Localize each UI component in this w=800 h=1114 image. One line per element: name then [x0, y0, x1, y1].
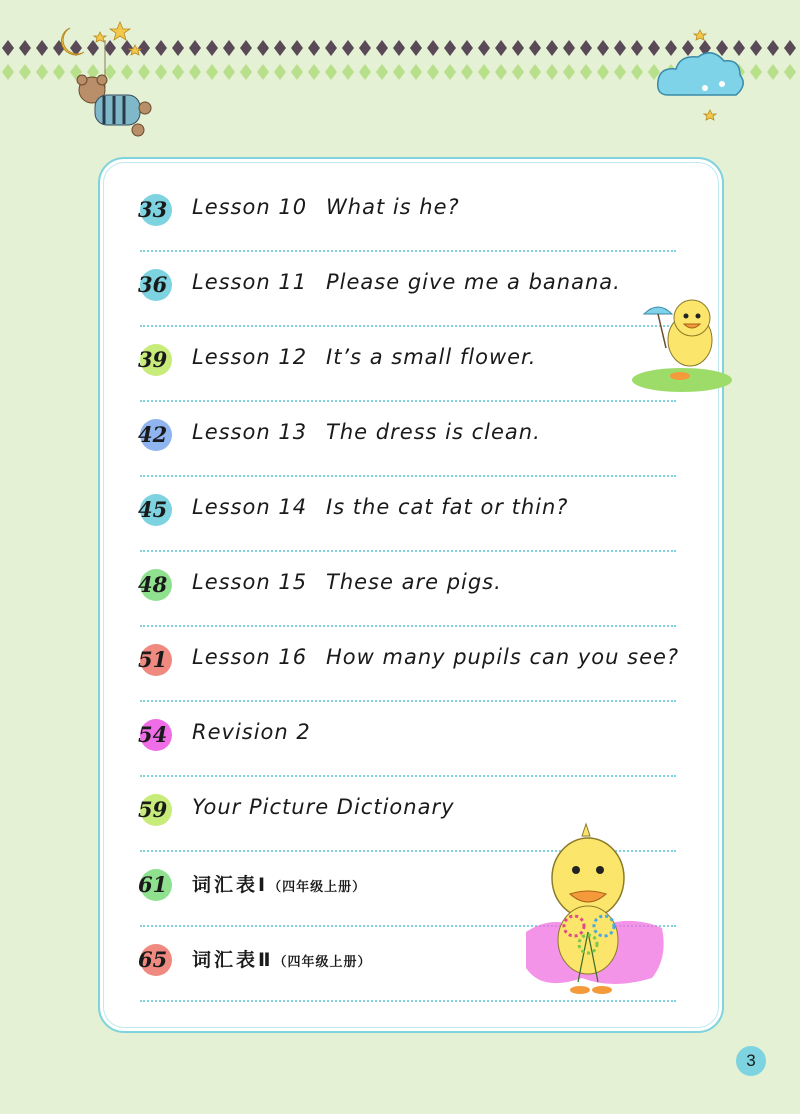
diamond-shape [767, 40, 779, 56]
page-number-badge: 45 [140, 494, 172, 526]
lesson-title: It’s a small flower. [326, 345, 537, 369]
diamond-shape [529, 64, 541, 80]
toc-entry[interactable] [138, 633, 680, 708]
diamond-shape [342, 64, 354, 80]
diamond-shape [631, 64, 643, 80]
diamond-shape [325, 64, 337, 80]
diamond-shape [784, 40, 796, 56]
page-number-badge: 48 [140, 569, 172, 601]
diamond-shape [546, 64, 558, 80]
glossary-subtitle: （四年级上册） [273, 955, 372, 970]
entry-title [192, 270, 621, 294]
diamond-shape [2, 64, 14, 80]
diamond-shape [291, 64, 303, 80]
cloud-icon [658, 53, 743, 95]
diamond-shape [767, 64, 779, 80]
diamond-shape [478, 64, 490, 80]
diamond-shape [308, 64, 320, 80]
lesson-number: Lesson 16 [192, 645, 308, 669]
lesson-number: Lesson 14 [192, 495, 308, 519]
diamond-shape [223, 64, 235, 80]
diamond-shape [750, 40, 762, 56]
diamond-shape [597, 40, 609, 56]
entry-title [192, 945, 372, 972]
diamond-shape [36, 64, 48, 80]
decorative-header-band [0, 0, 800, 150]
diamond-shape [648, 40, 660, 56]
diamond-shape [750, 64, 762, 80]
diamond-shape [19, 40, 31, 56]
lesson-title: Is the cat fat or thin? [326, 495, 569, 519]
glossary-subtitle: （四年级上册） [268, 880, 367, 895]
diamond-shape [359, 40, 371, 56]
page-number-badge: 65 [140, 944, 172, 976]
diamond-shape [597, 64, 609, 80]
diamond-shape [529, 40, 541, 56]
diamond-shape [495, 64, 507, 80]
diamond-shape [563, 40, 575, 56]
diamond-shape [36, 40, 48, 56]
diamond-shape [410, 64, 422, 80]
diamond-shape [512, 64, 524, 80]
lesson-number: Lesson 15 [192, 570, 308, 594]
diamond-shape [274, 64, 286, 80]
diamond-shape [614, 40, 626, 56]
glossary-title: 词汇表Ⅰ [192, 874, 269, 896]
diamond-shape [410, 40, 422, 56]
toc-entry[interactable] [140, 483, 676, 558]
diamond-shape [155, 64, 167, 80]
dotted-rule [140, 550, 676, 552]
diamond-shape [155, 40, 167, 56]
entry-title [192, 495, 568, 519]
lesson-title: How many pupils can you see? [326, 645, 680, 669]
diamond-shape [359, 64, 371, 80]
toc-entry[interactable] [140, 333, 676, 408]
lesson-number: Lesson 10 [192, 195, 308, 219]
diamond-shape [206, 64, 218, 80]
diamond-shape [444, 40, 456, 56]
diamond-shape [257, 64, 269, 80]
page-number: 3 [746, 1051, 756, 1070]
dotted-rule [140, 325, 676, 327]
page-number-badge: 61 [140, 869, 172, 901]
diamond-shape [87, 40, 99, 56]
diamond-shape [784, 64, 796, 80]
page-number-badge: 54 [140, 719, 172, 751]
diamond-shape [325, 40, 337, 56]
entry-title [192, 645, 679, 669]
diamond-shape [444, 64, 456, 80]
diamond-shape [291, 40, 303, 56]
toc-entry[interactable] [140, 408, 676, 483]
entry-title [192, 420, 541, 444]
lesson-number: Lesson 13 [192, 420, 308, 444]
diamond-shape [478, 40, 490, 56]
entry-title [192, 870, 366, 897]
dotted-rule [140, 250, 676, 252]
page-number-badge: 33 [140, 194, 172, 226]
diamond-shape [53, 64, 65, 80]
diamond-shape [240, 64, 252, 80]
dotted-rule [140, 475, 676, 477]
diamond-shape [614, 64, 626, 80]
page-number-badge [736, 1046, 766, 1076]
lesson-title: Your Picture Dictionary [192, 795, 455, 819]
entry-title [192, 195, 460, 219]
lesson-title: Please give me a banana. [326, 270, 621, 294]
dark-diamond-row [2, 40, 800, 56]
diamond-shape [393, 64, 405, 80]
entry-title [192, 345, 536, 369]
lesson-title: The dress is clean. [326, 420, 541, 444]
diamond-shape [376, 64, 388, 80]
diamond-shape [495, 40, 507, 56]
diamond-shape [223, 40, 235, 56]
diamond-shape [342, 40, 354, 56]
diamond-shape [274, 40, 286, 56]
diamond-shape [308, 40, 320, 56]
dotted-rule [140, 400, 676, 402]
duckling-with-umbrella-illustration [624, 288, 734, 400]
page-number-badge: 42 [140, 419, 172, 451]
teddy-bear-illustration [77, 40, 151, 136]
diamond-shape [257, 40, 269, 56]
diamond-shape [563, 64, 575, 80]
duckling-with-flowers-illustration [518, 822, 668, 1002]
lesson-title: Revision 2 [192, 720, 311, 744]
diamond-shape [716, 40, 728, 56]
diamond-shape [376, 40, 388, 56]
entry-title [192, 795, 455, 819]
diamond-shape [138, 64, 150, 80]
lesson-title: What is he? [326, 195, 460, 219]
diamond-shape [19, 64, 31, 80]
toc-entry[interactable] [140, 558, 676, 633]
diamond-shape [172, 64, 184, 80]
diamond-shape [631, 40, 643, 56]
entry-title [192, 570, 502, 594]
lesson-title: These are pigs. [326, 570, 502, 594]
diamond-shape [393, 40, 405, 56]
entry-title [192, 720, 311, 744]
diamond-shape [580, 40, 592, 56]
toc-entry[interactable] [140, 258, 676, 333]
diamond-shape [427, 40, 439, 56]
diamond-shape [189, 64, 201, 80]
diamond-shape [682, 40, 694, 56]
page-number-badge: 36 [140, 269, 172, 301]
dotted-rule [140, 700, 676, 702]
dotted-rule [140, 625, 676, 627]
diamond-shape [733, 40, 745, 56]
diamond-shape [512, 40, 524, 56]
toc-entry[interactable] [140, 183, 676, 258]
lesson-number: Lesson 12 [192, 345, 308, 369]
diamond-shape [461, 40, 473, 56]
diamond-shape [104, 40, 116, 56]
diamond-shape [546, 40, 558, 56]
diamond-shape [189, 40, 201, 56]
page-number-badge: 59 [140, 794, 172, 826]
lesson-number: Lesson 11 [192, 270, 308, 294]
diamond-shape [665, 40, 677, 56]
diamond-shape [240, 40, 252, 56]
diamond-shape [138, 40, 150, 56]
diamond-shape [461, 64, 473, 80]
diamond-shape [427, 64, 439, 80]
diamond-shape [206, 40, 218, 56]
dotted-rule [140, 775, 676, 777]
glossary-title: 词汇表Ⅱ [192, 949, 274, 971]
page-number-badge: 39 [140, 344, 172, 376]
diamond-shape [580, 64, 592, 80]
page-number-badge: 51 [140, 644, 172, 676]
diamond-shape [2, 40, 14, 56]
diamond-shape [121, 64, 133, 80]
diamond-shape [172, 40, 184, 56]
toc-entry[interactable] [140, 708, 676, 783]
